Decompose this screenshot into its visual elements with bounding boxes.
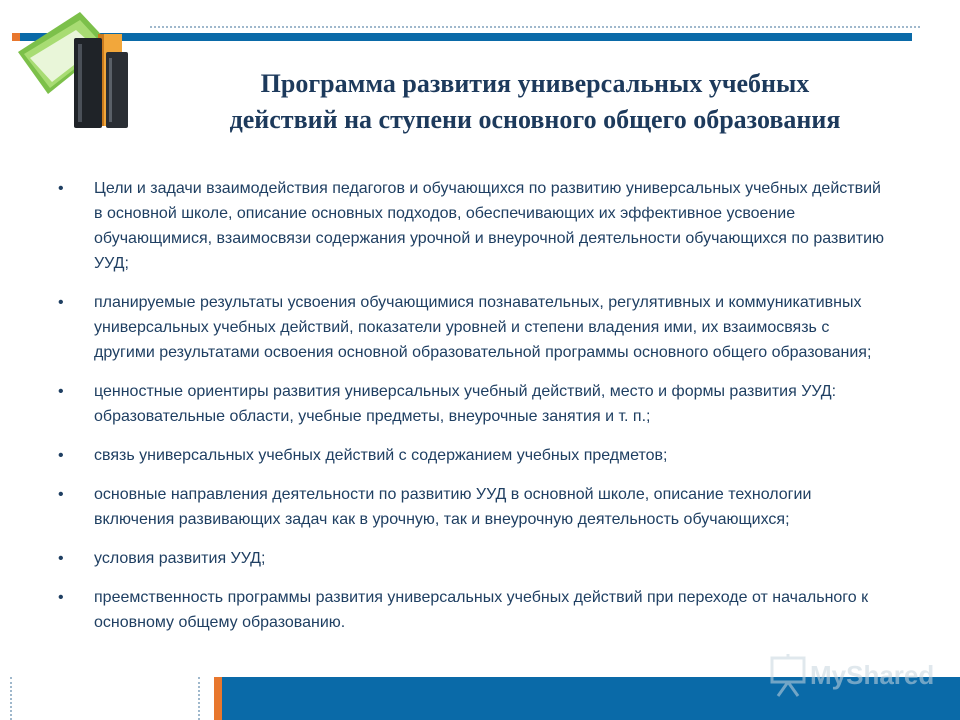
list-item-text: ценностные ориентиры развития универсальных учебный действий, место и формы развития УУД: образовательные области, учебные предметы, внеурочные занятия и т. п.;: [94, 383, 837, 425]
list-item-text: основные направления деятельности по развитию УУД в основной школе, описание технологии включения развивающих задач как в урочную, так и внеурочную деятельность обучающихся;: [94, 486, 812, 528]
list-item-text: планируемые результаты усвоения обучающимися познавательных, регулятивных и коммуникативных универсальных учебных действий, показатели уровней и степени владения ими, их взаимосвязь с другими результатами освоения основной образовательной программы основного общего образования;: [94, 294, 872, 361]
bottom-dotted-line-left: [10, 677, 12, 720]
books-icon: [10, 4, 140, 134]
bullet-glyph: •: [58, 294, 64, 311]
list-item: [58, 290, 888, 365]
bullet-list: [58, 176, 888, 649]
bullet-glyph: •: [58, 486, 64, 503]
list-item-text: Цели и задачи взаимодействия педагогов и обучающихся по развитию универсальных учебных действий в основной школе, описание основных подходов, обеспечивающих их эффективное усвоение обучающимися, взаимосвязи содержания урочной и внеурочной деятельности обучающихся по развитию УУД;: [94, 180, 885, 272]
slide-title-line2: действий на ступени основного общего образования: [229, 105, 841, 134]
top-header-bar: [12, 33, 912, 41]
list-item: [58, 482, 888, 532]
list-item-text: связь универсальных учебных действий с содержанием учебных предметов;: [94, 447, 668, 464]
bullet-glyph: •: [58, 180, 64, 197]
list-item: [58, 176, 888, 276]
list-item-text: условия развития УУД;: [94, 550, 266, 567]
list-item-text: преемственность программы развития универсальных учебных действий при переходе от начального к основному общему образованию.: [94, 589, 869, 631]
watermark-logo: [768, 652, 948, 700]
bottom-dotted-line-mid: [198, 677, 200, 720]
presentation-board-icon: [772, 654, 804, 696]
bullet-glyph: •: [58, 383, 64, 400]
bullet-glyph: •: [58, 589, 64, 606]
slide-title-line1: Программа развития универсальных учебных: [260, 69, 810, 98]
list-item: [58, 585, 888, 635]
bottom-footer-accent: [214, 677, 222, 720]
slide-title: [140, 66, 930, 138]
list-item: [58, 443, 888, 468]
watermark-text: MyShared: [810, 660, 935, 690]
top-dotted-line: [150, 26, 920, 28]
bullet-glyph: •: [58, 447, 64, 464]
list-item: [58, 379, 888, 429]
bullet-glyph: •: [58, 550, 64, 567]
list-item: [58, 546, 888, 571]
